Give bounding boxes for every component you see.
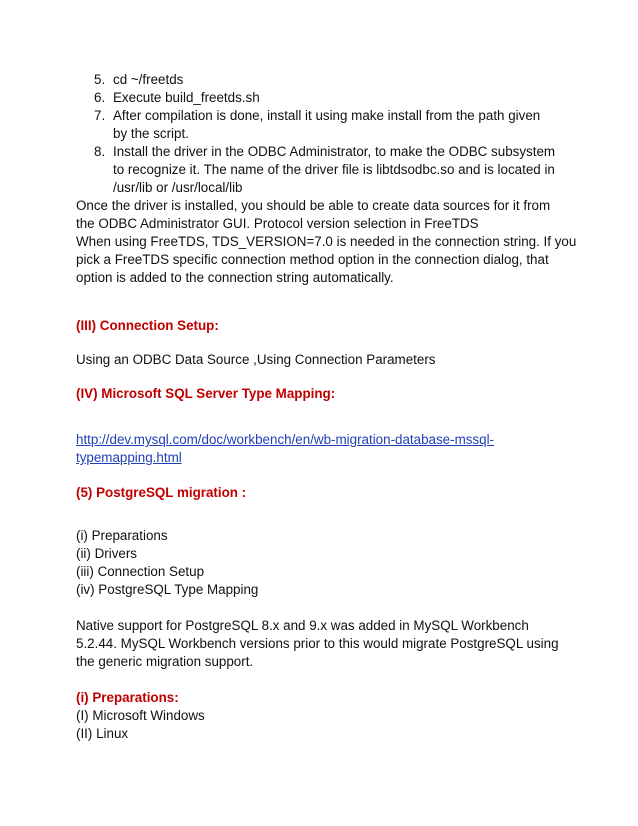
type-mapping-link[interactable]: http://dev.mysql.com/doc/workbench/en/wb-migration-database-mssql- xyxy=(76,432,495,447)
heading-type-mapping: (IV) Microsoft SQL Server Type Mapping: xyxy=(76,386,336,401)
heading-postgresql-migration: (5) PostgreSQL migration : xyxy=(76,485,247,500)
step-number: 5. xyxy=(94,72,106,87)
paragraph-line: Native support for PostgreSQL 8.x and 9.x was added in MySQL Workbench xyxy=(76,618,529,633)
driver-paragraph xyxy=(76,197,576,287)
list-item: (iii) Connection Setup xyxy=(76,564,205,579)
type-mapping-link-block xyxy=(76,431,576,467)
step-text: cd ~/freetds xyxy=(113,72,184,87)
paragraph-line: pick a FreeTDS specific connection method option in the connection dialog, that xyxy=(76,252,549,267)
step-text: Install the driver in the ODBC Administrator, to make the ODBC subsystem xyxy=(113,144,556,159)
list-item: (ii) Drivers xyxy=(76,546,137,561)
list-item: (iv) PostgreSQL Type Mapping xyxy=(76,582,259,597)
step-item xyxy=(76,71,576,89)
heading-connection-setup: (III) Connection Setup: xyxy=(76,318,219,333)
postgresql-topics-list xyxy=(76,527,576,599)
step-number: 7. xyxy=(94,108,106,123)
step-number: 8. xyxy=(94,144,106,159)
list-item: (i) Preparations xyxy=(76,528,168,543)
list-item: (I) Microsoft Windows xyxy=(76,708,205,723)
paragraph-line: Once the driver is installed, you should be able to create data sources for it from xyxy=(76,198,551,213)
paragraph-line: 5.2.44. MySQL Workbench versions prior to this would migrate PostgreSQL using xyxy=(76,636,559,651)
paragraph-line: option is added to the connection string automatically. xyxy=(76,270,394,285)
step-text: to recognize it. The name of the driver file is libtdsodbc.so and is located in xyxy=(113,162,555,177)
step-item xyxy=(76,89,576,107)
paragraph-line: the generic migration support. xyxy=(76,654,254,669)
paragraph-line: When using FreeTDS, TDS_VERSION=7.0 is needed in the connection string. If you xyxy=(76,234,577,249)
step-text: /usr/lib or /usr/local/lib xyxy=(113,180,243,195)
step-text: After compilation is done, install it using make install from the path given xyxy=(113,108,541,123)
paragraph-line: the ODBC Administrator GUI. Protocol version selection in FreeTDS xyxy=(76,216,479,231)
native-support-paragraph xyxy=(76,617,576,671)
step-text: Execute build_freetds.sh xyxy=(113,90,260,105)
os-list xyxy=(76,707,576,743)
type-mapping-link[interactable]: typemapping.html xyxy=(76,450,182,465)
step-number: 6. xyxy=(94,90,106,105)
step-item xyxy=(76,107,576,143)
list-item: (II) Linux xyxy=(76,726,129,741)
install-steps-list xyxy=(76,71,576,197)
step-item xyxy=(76,143,576,197)
connection-setup-text: Using an ODBC Data Source ,Using Connection Parameters xyxy=(76,352,436,367)
heading-preparations: (i) Preparations: xyxy=(76,690,179,705)
step-text: by the script. xyxy=(113,126,189,141)
